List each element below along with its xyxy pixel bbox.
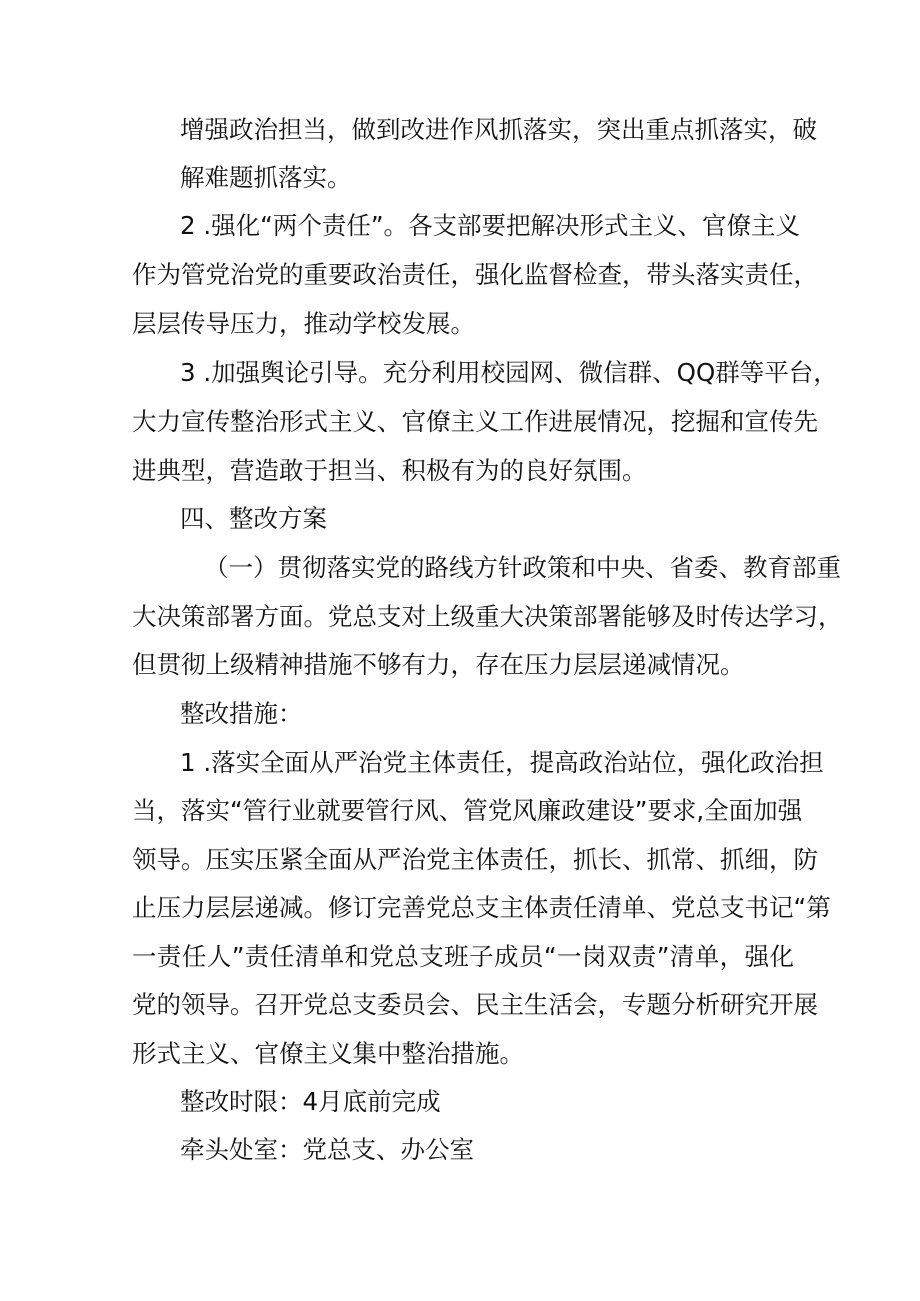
- text-line: 作为管党治党的重要政治责任，强化监督检查，带头落实责任，: [132, 260, 818, 289]
- text-line: 一责任人”责任清单和党总支班子成员“一岗双责”清单，强化: [132, 942, 794, 971]
- text-line: 解难题抓落实。: [180, 163, 352, 192]
- text-line: 止压力层层递减。修订完善党总支主体责任清单、党总支书记“第: [132, 893, 831, 922]
- text-line: 进典型，营造敢于担当、积极有为的良好氛围。: [132, 456, 647, 485]
- text-line: 形式主义、官僚主义集中整治措施。: [132, 1039, 524, 1068]
- text-line: 1 .落实全面从严治党主体责任，提高政治站位，强化政治担: [180, 748, 824, 777]
- section-heading: 四、整改方案: [180, 504, 327, 533]
- text-line: 党的领导。召开党总支委员会、民主生活会，专题分析研究开展: [132, 990, 818, 1019]
- text-line: （一）贯彻落实党的路线方针政策和中央、省委、教育部重: [204, 553, 841, 582]
- text-line: 大决策部署方面。党总支对上级重大决策部署能够及时传达学习，: [132, 602, 843, 631]
- deadline-line: 整改时限：4月底前完成: [180, 1087, 441, 1116]
- text-line: 当，落实“管行业就要管行风、管党风廉政建设”要求,全面加强: [132, 796, 803, 825]
- text-line: 2 .强化“两个责任”。各支部要把解决形式主义、官僚主义: [180, 211, 801, 240]
- text-line: 整改措施：: [180, 699, 303, 728]
- text-line: 领导。压实压紧全面从严治党主体责任，抓长、抓常、抓细，防: [132, 845, 818, 874]
- text-line: 3 .加强舆论引导。充分利用校园网、微信群、QQ群等平台，: [180, 358, 838, 387]
- text-line: 增强政治担当，做到改进作风抓落实，突出重点抓落实，破: [180, 115, 817, 144]
- text-line: 大力宣传整治形式主义、官僚主义工作进展情况，挖掘和宣传先: [132, 407, 818, 436]
- text-line: 但贯彻上级精神措施不够有力，存在压力层层递减情况。: [132, 650, 745, 679]
- text-line: 层层传导压力，推动学校发展。: [132, 309, 475, 338]
- lead-office-line: 牵头处室：党总支、办公室: [180, 1135, 474, 1164]
